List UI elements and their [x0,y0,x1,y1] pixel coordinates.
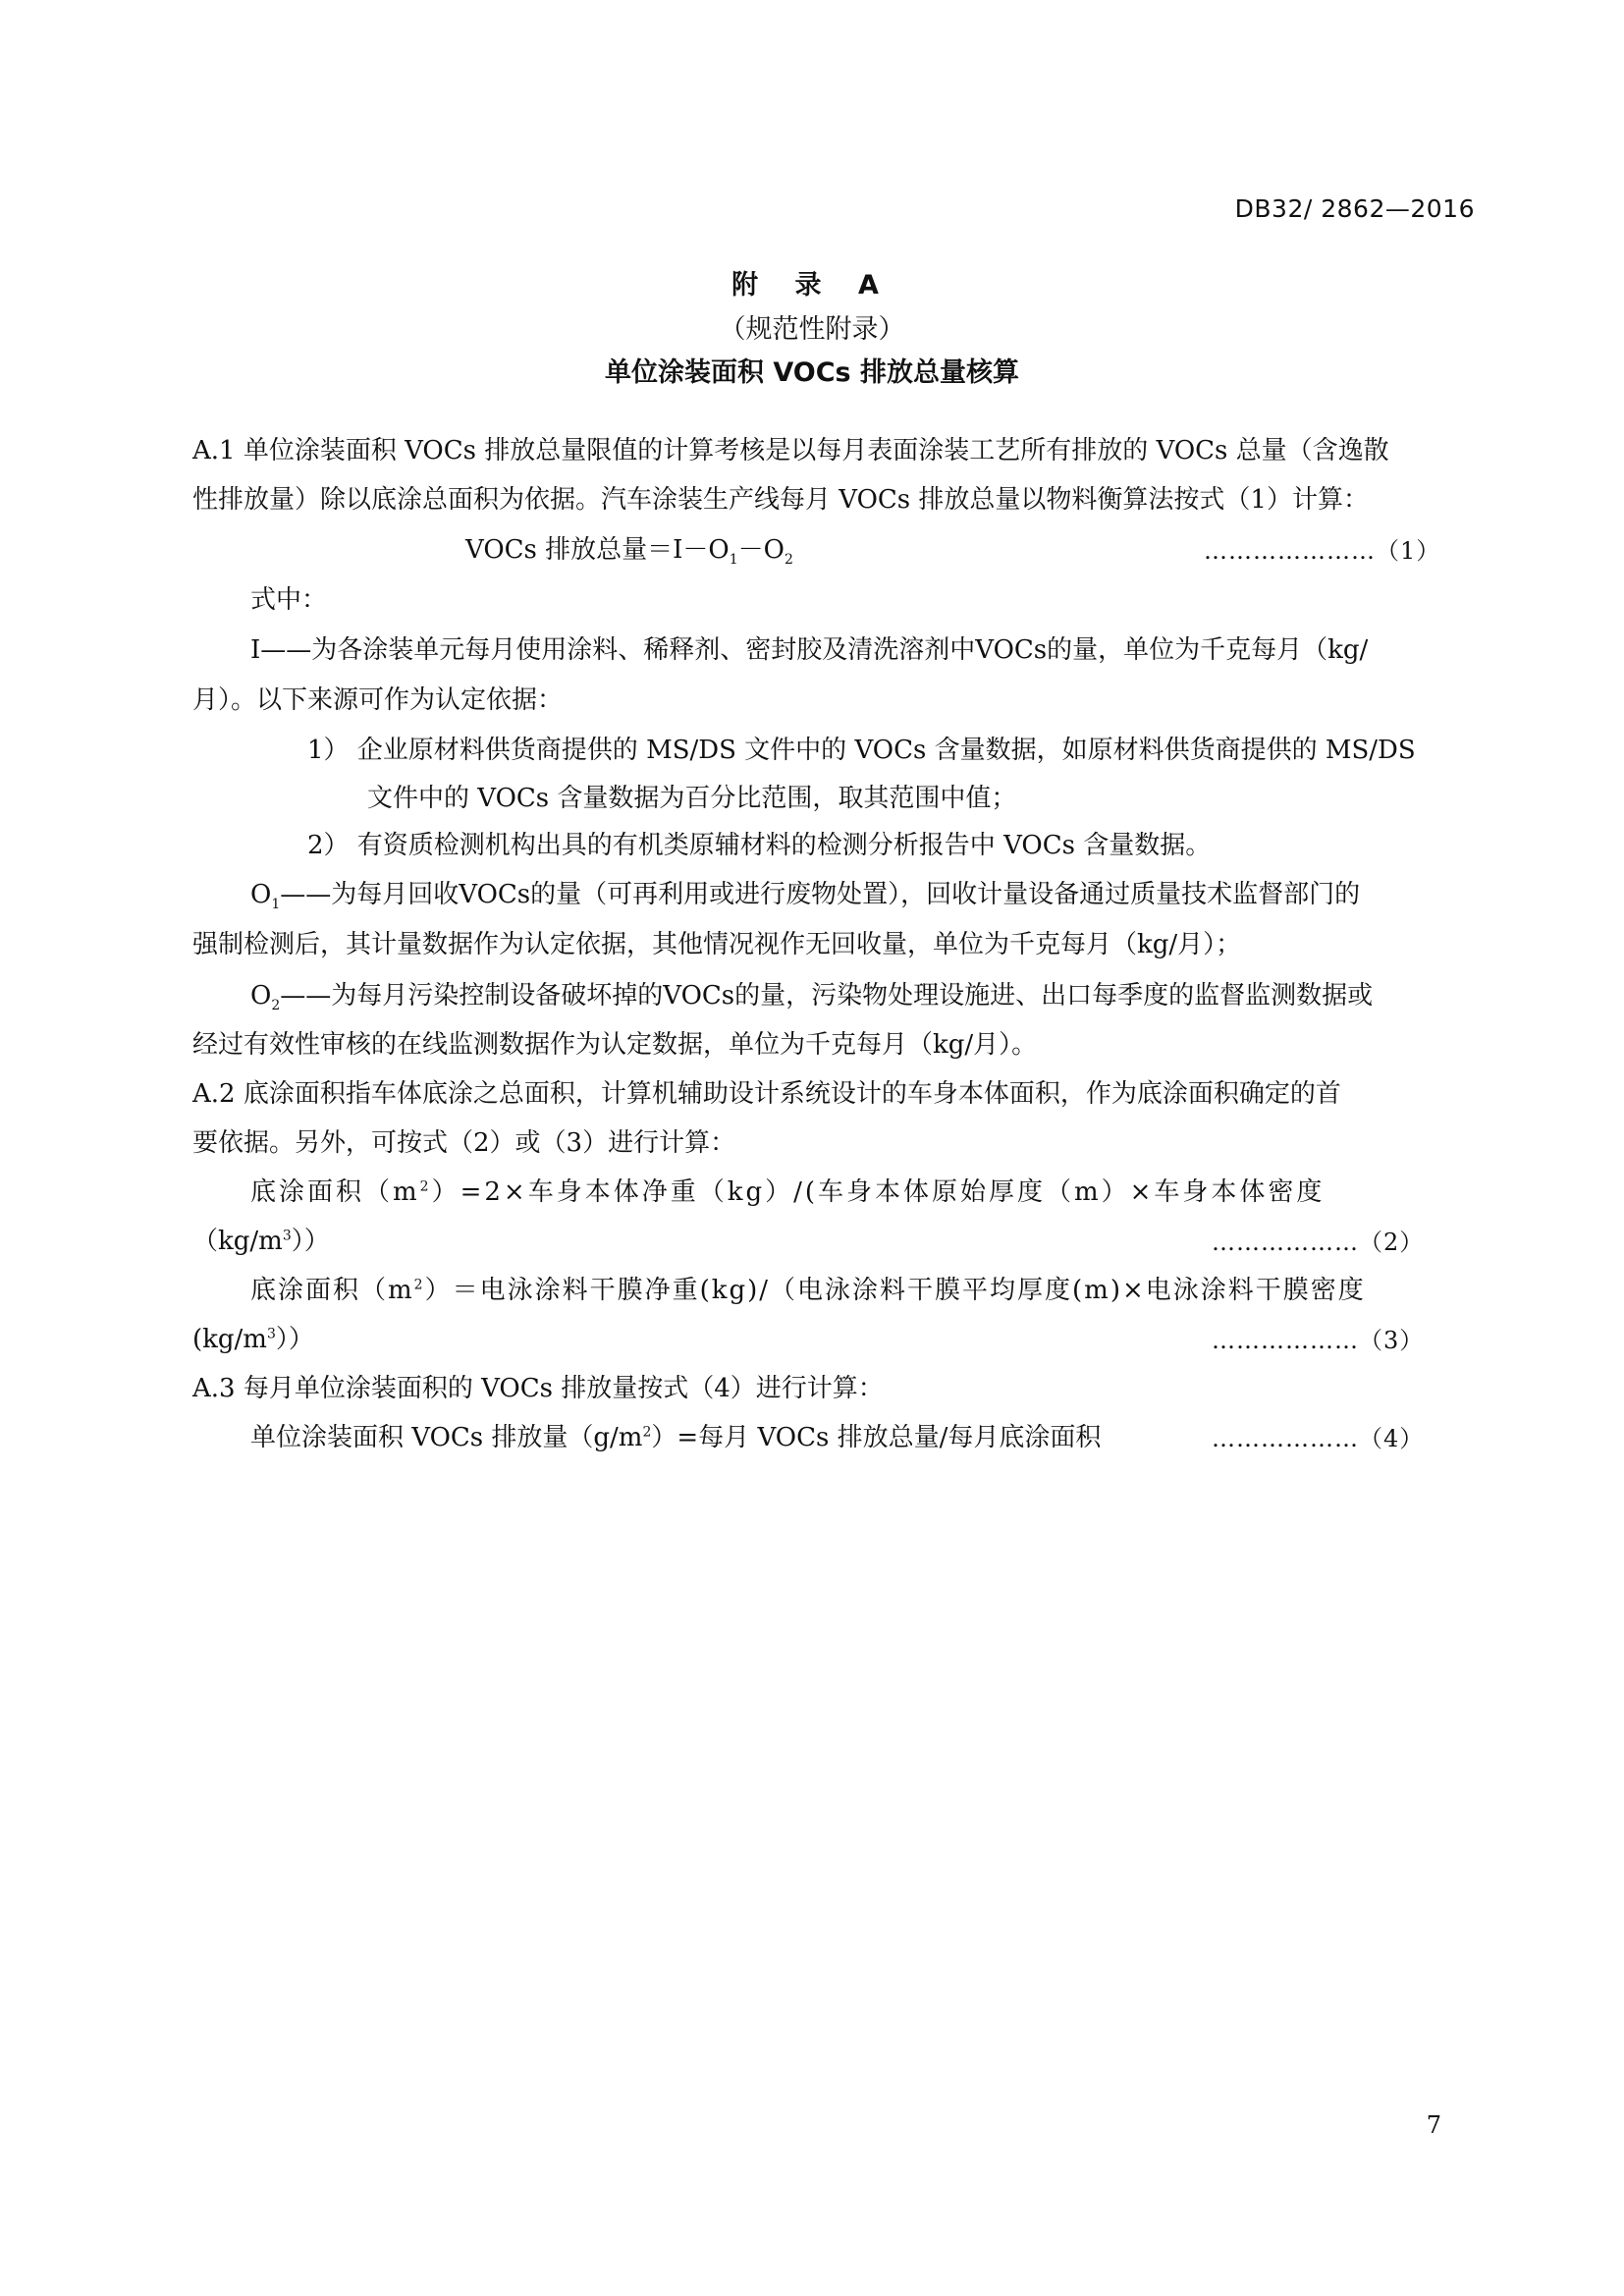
equation-number-2: ………………（2） [1212,1229,1425,1256]
formula-2-sup-a: 2 [419,1178,432,1195]
o2-text: ——为每月污染控制设备破坏掉的VOCs的量，污染物处理设施进、出口每季度的监督监测数据或 [280,981,1374,1011]
a3-line-1: A.3 每月单位涂装面积的 VOCs 排放量按式（4）进行计算： [192,1374,884,1403]
a1-line-2: 性排放量）除以底涂总面积为依据。汽车涂装生产线每月 VOCs 排放总量以物料衡算法按式（1）计算： [192,485,1369,515]
standard-code: DB32/ 2862—2016 [1234,194,1475,223]
formula-3-sup-a: 2 [413,1277,425,1293]
formula-4-part-a: 单位涂装面积 VOCs 排放量（g/m [250,1423,643,1452]
appendix-title: 附 录 A [731,270,893,301]
formula-3-part-c: (kg/m [192,1325,267,1354]
formula-2-line-1 [250,1172,1325,1208]
formula-3-line-2 [192,1319,314,1355]
equation-number-3: ………………（3） [1212,1327,1425,1354]
o1-definition-line-1 [250,874,1361,913]
list-item-2: 2） 有资质检测机构出具的有机类原辅材料的检测分析报告中 VOCs 含量数据。 [307,831,1212,860]
o1-symbol: O [250,880,272,909]
equation-number-1: …………………（1） [1204,537,1441,565]
appendix-nature: （规范性附录） [719,314,905,345]
o2-symbol: O [250,981,272,1011]
formula-3-part-a: 底涂面积（m [250,1276,414,1305]
formula-3-part-d: ）） [275,1325,314,1354]
formula-2-sup-c: 3 [282,1228,292,1244]
formula-1-sub1: 1 [729,552,738,569]
formula-4-sup: 2 [642,1424,652,1441]
o1-subscript: 1 [271,897,281,913]
o2-definition-line-2: 经过有效性审核的在线监测数据作为认定数据，单位为千克每月（kg/月）。 [192,1030,1038,1060]
formula-2-part-b: ）=2×车身本体净重（kg）/(车身本体原始厚度（m）×车身本体密度 [431,1177,1326,1207]
o1-definition-line-2: 强制检测后，其计量数据作为认定依据，其他情况视作无回收量，单位为千克每月（kg/月）； [192,930,1242,959]
a2-line-2: 要依据。另外，可按式（2）或（3）进行计算： [192,1128,736,1158]
formula-1-minus: －O [737,535,785,565]
list-item-1-line-2: 文件中的 VOCs 含量数据为百分比范围，取其范围中值； [367,784,1017,813]
formula-1-text: VOCs 排放总量＝I－O [465,535,730,565]
formula-2-line-2 [192,1221,330,1257]
o1-text: ——为每月回收VOCs的量（可再利用或进行废物处置），回收计量设备通过质量技术监督部门的 [280,880,1361,909]
formula-2-part-c: （kg/m [192,1227,283,1256]
formula-2-part-a: 底涂面积（m [250,1177,420,1207]
formula-3-line-1 [250,1270,1366,1306]
i-definition-line-1: I——为各涂装单元每月使用涂料、稀释剂、密封胶及清洗溶剂中VOCs的量，单位为千克每月（kg/ [250,635,1369,665]
formula-3-sup-c: 3 [266,1326,276,1342]
formula-3-part-b: ）＝电泳涂料干膜净重(kg)/（电泳涂料干膜平均厚度(m)×电泳涂料干膜密度 [424,1276,1366,1305]
formula-4 [250,1417,1101,1453]
equation-number-4: ………………（4） [1212,1425,1425,1452]
formula-4-part-b: ）=每月 VOCs 排放总量/每月底涂面积 [651,1423,1102,1452]
o2-subscript: 2 [271,998,281,1014]
o2-definition-line-1 [250,975,1374,1014]
appendix-heading: 单位涂装面积 VOCs 排放总量核算 [604,357,1020,388]
i-definition-line-2: 月）。以下来源可作为认定依据： [192,685,564,715]
a2-line-1: A.2 底涂面积指车体底涂之总面积，计算机辅助设计系统设计的车身本体面积，作为底涂面积确定的首 [192,1079,1341,1109]
formula-1 [465,529,793,569]
page-number: 7 [1426,2111,1441,2139]
a1-line-1: A.1 单位涂装面积 VOCs 排放总量限值的计算考核是以每月表面涂装工艺所有排放的 VOCs 总量（含逸散 [192,436,1389,465]
formula-1-sub2: 2 [784,552,793,569]
formula-2-part-d: ）） [291,1227,330,1256]
list-item-1-line-1: 1） 企业原材料供货商提供的 MS/DS 文件中的 VOCs 含量数据，如原材料供货商提供的 MS/DS [307,736,1416,765]
where-label: 式中： [250,585,328,615]
